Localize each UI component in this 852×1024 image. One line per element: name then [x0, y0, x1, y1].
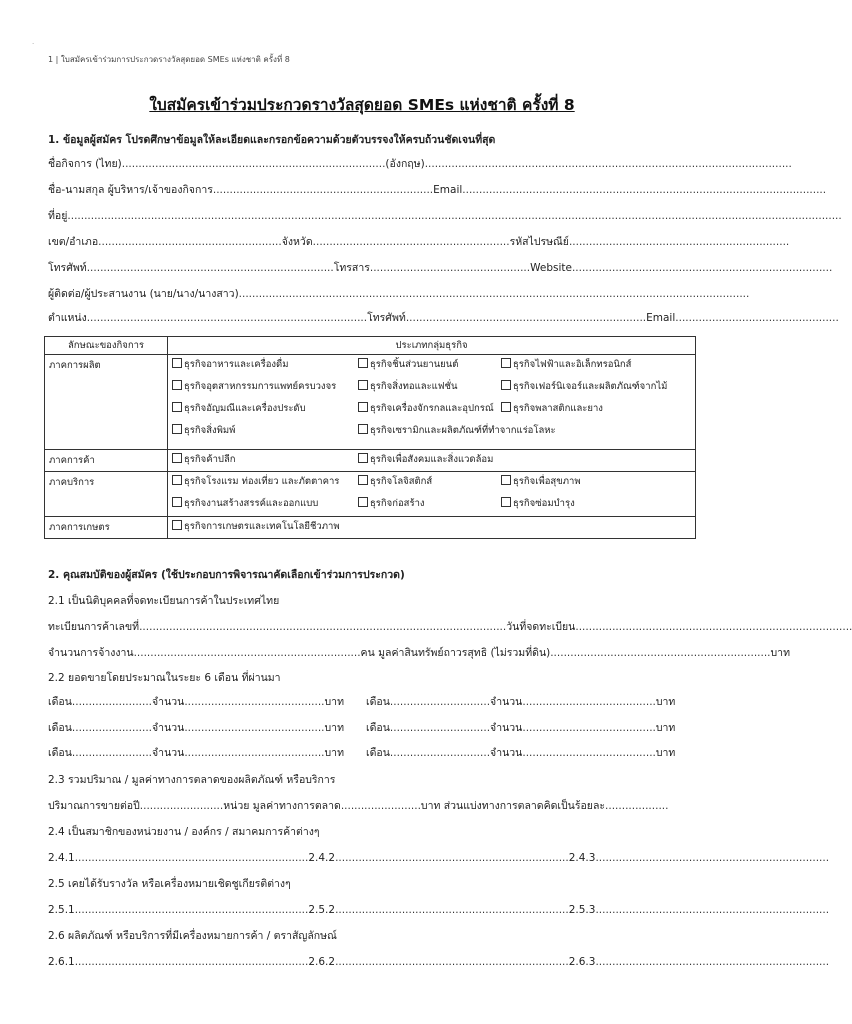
option-line [172, 357, 691, 379]
item-number: 2.4.1 [48, 852, 75, 864]
option-line [172, 496, 691, 514]
amount-field[interactable]: .......................................... [184, 722, 325, 734]
checkbox-icon[interactable] [172, 424, 182, 434]
baht-label: บาท [324, 722, 344, 734]
email2-field[interactable]: ................................................. [675, 312, 839, 324]
employment-row [48, 645, 790, 661]
sales-row [48, 720, 692, 736]
table-row [45, 517, 696, 539]
reg-date-label: วันที่จดทะเบียน [506, 621, 576, 633]
month-label: เดือน [48, 696, 72, 708]
position-row [48, 310, 839, 326]
share-field[interactable]: ................... [605, 800, 669, 812]
checkbox-icon[interactable] [358, 424, 368, 434]
phone-field[interactable]: .......................................................................... [86, 262, 334, 274]
month-field[interactable]: .............................. [389, 696, 491, 708]
month-field[interactable]: ........................ [71, 722, 153, 734]
trademark-row [48, 954, 830, 970]
item-number: 2.4.3 [568, 852, 596, 864]
checkbox-icon[interactable] [172, 402, 182, 412]
checkbox-icon[interactable] [501, 358, 511, 368]
checkbox-icon[interactable] [358, 402, 368, 412]
qty-field[interactable]: ......................... [139, 800, 224, 812]
options-cell [168, 472, 696, 517]
award-field[interactable]: ...................................................................... [595, 904, 830, 916]
checkbox-icon[interactable] [172, 520, 182, 530]
sector-cell: ภาคการเกษตร [45, 517, 168, 539]
checkbox-icon[interactable] [358, 358, 368, 368]
postcode-field[interactable]: .................................................................. [568, 236, 790, 248]
province-label: จังหวัด [281, 236, 313, 248]
phone2-label: โทรศัพท์ [367, 312, 406, 324]
option-checkbox[interactable] [501, 379, 691, 394]
subsection-2-6: 2.6 ผลิตภัณฑ์ หรือบริการที่มีเครื่องหมายการค้า / ตราสัญลักษณ์ [48, 930, 337, 942]
checkbox-icon[interactable] [501, 380, 511, 390]
checkbox-icon[interactable] [172, 475, 182, 485]
subsection-2-3: 2.3 รวมปริมาณ / มูลค่าทางการตลาดของผลิตภัณฑ์ หรือบริการ [48, 774, 336, 786]
option-checkbox[interactable] [501, 496, 691, 511]
registration-row [48, 619, 852, 635]
option-label: ธุรกิจค้าปลีก [184, 454, 236, 465]
market-row [48, 798, 692, 814]
fax-field[interactable]: ................................................ [369, 262, 531, 274]
checkbox-icon[interactable] [358, 497, 368, 507]
share-label: บาท ส่วนแบ่งทางการตลาดคิดเป็นร้อยละ [420, 800, 606, 812]
subsection-2-1: 2.1 เป็นนิติบุคคลที่จดทะเบียนการค้าในประเทศไทย [48, 595, 280, 607]
checkbox-icon[interactable] [172, 497, 182, 507]
month-label: เดือน [48, 747, 72, 759]
option-label: ธุรกิจอัญมณีและเครื่องประดับ [184, 403, 306, 414]
baht-label: บาท [324, 696, 344, 708]
phone-row [48, 260, 833, 276]
item-number: 2.4.2 [308, 852, 336, 864]
table-row [45, 450, 696, 472]
sector-cell: ภาคบริการ [45, 472, 168, 517]
option-checkbox[interactable] [358, 357, 501, 372]
trademark-field[interactable]: ...................................................................... [335, 956, 569, 968]
owner-name-label: ชื่อ-นามสกุล ผู้บริหาร/เจ้าของกิจการ [48, 184, 213, 196]
amount-field[interactable]: .......................................... [184, 747, 325, 759]
membership-field[interactable]: ...................................................................... [74, 852, 309, 864]
option-label: ธุรกิจเฟอร์นิเจอร์และผลิตภัณฑ์จากไม้ [513, 381, 668, 392]
sector-cell: ภาคการค้า [45, 450, 168, 472]
month-field[interactable]: ........................ [71, 696, 153, 708]
membership-field[interactable]: ...................................................................... [595, 852, 830, 864]
option-label: ธุรกิจโรงแรม ท่องเที่ยว และภัตตาคาร [184, 476, 340, 487]
business-name-row [48, 156, 792, 172]
option-label: ธุรกิจเครื่องจักรกลและอุปกรณ์ [370, 403, 494, 414]
scan-mark: · [32, 40, 35, 48]
website-label: Website [530, 262, 572, 274]
amount-label: จำนวน [152, 722, 185, 734]
page-header: 1 | ใบสมัครเข้าร่วมการประกวดรางวัลสุดยอด SMEs แห่งชาติ ครั้งที่ 8 [48, 55, 290, 64]
option-checkbox[interactable] [172, 401, 358, 416]
month-label: เดือน [366, 747, 390, 759]
amount-label: จำนวน [152, 696, 185, 708]
option-line [172, 379, 691, 401]
amount-label: จำนวน [490, 696, 523, 708]
position-label: ตำแหน่ง [48, 312, 87, 324]
option-checkbox[interactable] [358, 423, 678, 438]
option-label: ธุรกิจเพื่อสุขภาพ [513, 476, 581, 487]
fax-label: โทรสาร [333, 262, 370, 274]
email2-label: Email [646, 312, 676, 324]
amount-field[interactable]: .......................................... [184, 696, 325, 708]
option-label: ธุรกิจก่อสร้าง [370, 498, 425, 509]
sales-row [48, 694, 692, 710]
option-label: ธุรกิจอาหารและเครื่องดื่ม [184, 359, 289, 370]
option-checkbox[interactable] [501, 357, 691, 372]
item-number: 2.5.3 [568, 904, 596, 916]
website-field[interactable]: .............................................................................. [571, 262, 833, 274]
option-checkbox[interactable] [358, 379, 501, 394]
option-label: ธุรกิจชิ้นส่วนยานยนต์ [370, 359, 459, 370]
postcode-label: รหัสไปรษณีย์ [509, 236, 569, 248]
option-label: ธุรกิจงานสร้างสรรค์และออกแบบ [184, 498, 319, 509]
option-checkbox[interactable] [172, 452, 358, 467]
item-number: 2.6.1 [48, 956, 75, 968]
checkbox-icon[interactable] [358, 380, 368, 390]
email-field[interactable]: ............................................................................................................. [462, 184, 827, 196]
assets-field[interactable]: .................................................................. [550, 647, 771, 659]
col-header-sector: ลักษณะของกิจการ [45, 337, 168, 355]
item-number: 2.6.2 [308, 956, 336, 968]
sector-cell: ภาคการผลิต [45, 355, 168, 450]
business-type-table [44, 336, 696, 539]
option-label: ธุรกิจอุตสาหกรรมการแพทย์ครบวงจร [184, 381, 337, 392]
amount-field[interactable]: ........................................ [522, 722, 656, 734]
position-field[interactable]: .................................................................................... [86, 312, 368, 324]
reg-no-field[interactable]: .............................................................................................................. [139, 621, 507, 633]
email-label: Email [433, 184, 463, 196]
col-header-business-group: ประเภทกลุ่มธุรกิจ [168, 337, 696, 355]
checkbox-icon[interactable] [358, 453, 368, 463]
option-checkbox[interactable] [172, 474, 358, 489]
month-field[interactable]: ........................ [71, 747, 153, 759]
option-line [172, 519, 691, 535]
options-cell [168, 355, 696, 450]
contact-label: ผู้ติดต่อ/ผู้ประสานงาน (นาย/นาง/นางสาว) [48, 288, 239, 300]
employees-field[interactable]: .................................................................... [133, 647, 361, 659]
baht-label: บาท [655, 722, 676, 734]
baht-label: บาท [655, 696, 676, 708]
unit-value-label: หน่วย มูลค่าทางการตลาด [223, 800, 341, 812]
employees-label: จำนวนการจ้างงาน [48, 647, 134, 659]
checkbox-icon[interactable] [358, 475, 368, 485]
phone-label: โทรศัพท์ [48, 262, 87, 274]
district-row [48, 234, 790, 250]
month-field[interactable]: .............................. [389, 747, 491, 759]
option-label: ธุรกิจโลจิสติกส์ [370, 476, 433, 487]
option-label: ธุรกิจเซรามิกและผลิตภัณฑ์ที่ทำจากแร่อโลหะ [370, 425, 556, 436]
award-field[interactable]: ...................................................................... [74, 904, 309, 916]
option-checkbox[interactable] [172, 379, 358, 394]
option-checkbox[interactable] [358, 452, 658, 467]
membership-row [48, 850, 830, 866]
address-field[interactable]: ........................................................................................................................................................................................................................................ [67, 210, 842, 222]
award-field[interactable]: ...................................................................... [335, 904, 569, 916]
qty-label: ปริมาณการขายต่อปี [48, 800, 140, 812]
baht-label: บาท [324, 747, 344, 759]
owner-row [48, 182, 827, 198]
option-checkbox[interactable] [172, 496, 358, 511]
option-checkbox[interactable] [501, 474, 691, 489]
award-row [48, 902, 830, 918]
business-name-en-label: (อังกฤษ) [385, 158, 425, 170]
options-cell [168, 450, 696, 472]
reg-no-label: ทะเบียนการค้าเลขที่ [48, 621, 140, 633]
contact-field[interactable]: ......................................................................................................................................................... [238, 288, 750, 300]
table-row [45, 355, 696, 450]
option-checkbox[interactable] [358, 496, 501, 511]
item-number: 2.5.1 [48, 904, 75, 916]
sales-row [48, 745, 692, 761]
form-title: ใบสมัครเข้าร่วมประกวดรางวัลสุดยอด SMEs แห่งชาติ ครั้งที่ 8 [149, 96, 575, 114]
business-name-en-field[interactable]: .............................................................................................................. [424, 158, 792, 170]
option-label: ธุรกิจสิ่งทอและแฟชั่น [370, 381, 458, 392]
section2-heading: 2. คุณสมบัติของผู้สมัคร (ใช้ประกอบการพิจารณาคัดเลือกเข้าร่วมการประกวด) [48, 569, 405, 581]
trademark-field[interactable]: ...................................................................... [74, 956, 309, 968]
options-cell [168, 517, 696, 539]
option-checkbox[interactable] [172, 519, 492, 534]
option-checkbox[interactable] [172, 423, 358, 438]
table-header-row [45, 337, 696, 355]
option-checkbox[interactable] [358, 401, 501, 416]
assets-label: คน มูลค่าสินทรัพย์ถาวรสุทธิ (ไม่รวมที่ดิน) [360, 647, 551, 659]
option-label: ธุรกิจการเกษตรและเทคโนโลยีชีวภาพ [184, 521, 340, 532]
market-value-field[interactable]: ........................ [340, 800, 421, 812]
checkbox-icon[interactable] [501, 497, 511, 507]
address-row [48, 208, 842, 224]
option-checkbox[interactable] [358, 474, 501, 489]
business-name-th-label: ชื่อกิจการ (ไทย) [48, 158, 122, 170]
owner-name-field[interactable]: .................................................................. [212, 184, 434, 196]
subsection-2-4: 2.4 เป็นสมาชิกของหน่วยงาน / องค์กร / สมาคมการค้าต่างๆ [48, 826, 320, 838]
trademark-field[interactable]: ...................................................................... [595, 956, 830, 968]
address-label: ที่อยู่ [48, 210, 68, 222]
district-label: เขต/อำเภอ [48, 236, 99, 248]
section1-heading: 1. ข้อมูลผู้สมัคร โปรดศึกษาข้อมูลให้ละเอียดและกรอกข้อความด้วยตัวบรรจงให้ครบถ้วนชัดเจนที่สุด [48, 134, 496, 146]
option-label: ธุรกิจสิ่งพิมพ์ [184, 425, 236, 436]
checkbox-icon[interactable] [172, 453, 182, 463]
amount-field[interactable]: ........................................ [522, 696, 656, 708]
membership-field[interactable]: ...................................................................... [335, 852, 569, 864]
table-row [45, 472, 696, 517]
contact-row [48, 286, 750, 302]
district-field[interactable]: ....................................................... [98, 236, 282, 248]
checkbox-icon[interactable] [172, 380, 182, 390]
phone2-field[interactable]: ........................................................................ [405, 312, 647, 324]
subsection-2-2: 2.2 ยอดขายโดยประมาณในระยะ 6 เดือน ที่ผ่านมา [48, 672, 281, 684]
amount-label: จำนวน [490, 722, 523, 734]
option-label: ธุรกิจซ่อมบำรุง [513, 498, 575, 509]
month-label: เดือน [366, 722, 390, 734]
option-line [172, 423, 691, 445]
month-label: เดือน [48, 722, 72, 734]
option-checkbox[interactable] [172, 357, 358, 372]
subsection-2-5: 2.5 เคยได้รับรางวัล หรือเครื่องหมายเชิดชูเกียรติต่างๆ [48, 878, 291, 890]
baht-label: บาท [770, 647, 790, 659]
month-field[interactable]: .............................. [389, 722, 491, 734]
checkbox-icon[interactable] [172, 358, 182, 368]
business-name-th-field[interactable]: ............................................................................... [121, 158, 386, 170]
option-line [172, 474, 691, 496]
month-label: เดือน [366, 696, 390, 708]
option-label: ธุรกิจพลาสติกและยาง [513, 403, 603, 414]
option-line [172, 452, 691, 468]
item-number: 2.6.3 [568, 956, 596, 968]
option-label: ธุรกิจเพื่อสังคมและสิ่งแวดล้อม [370, 454, 494, 465]
baht-label: บาท [655, 747, 676, 759]
option-label: ธุรกิจไฟฟ้าและอิเล็กทรอนิกส์ [513, 359, 632, 370]
amount-label: จำนวน [490, 747, 523, 759]
amount-label: จำนวน [152, 747, 185, 759]
province-field[interactable]: ........................................................... [312, 236, 510, 248]
option-line [172, 401, 691, 423]
checkbox-icon[interactable] [501, 402, 511, 412]
option-checkbox[interactable] [501, 401, 691, 416]
amount-field[interactable]: ........................................ [522, 747, 656, 759]
checkbox-icon[interactable] [501, 475, 511, 485]
reg-date-field[interactable]: ................................................................................... [575, 621, 852, 633]
item-number: 2.5.2 [308, 904, 336, 916]
